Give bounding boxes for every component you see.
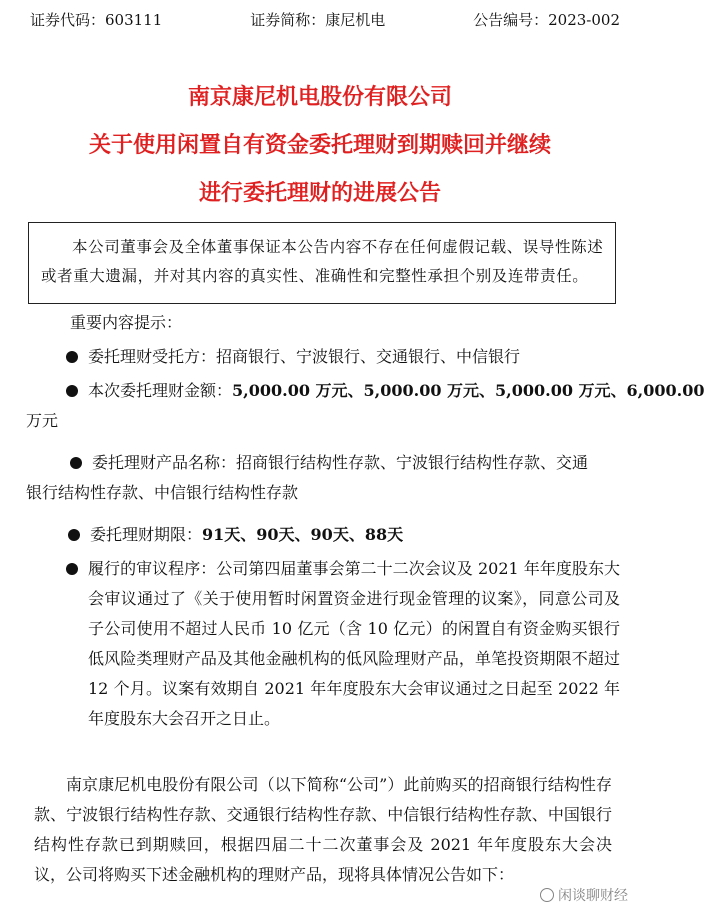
highlight-amount [66, 376, 704, 406]
bullet-icon [66, 385, 78, 397]
highlight-product-name [70, 448, 612, 478]
watermark-text: 闲谈聊财经 [558, 888, 628, 904]
main-content [26, 308, 704, 734]
title-line-2: 关于使用闲置自有资金委托理财到期赎回并继续 [88, 133, 551, 158]
bullet-icon [66, 351, 78, 363]
document-header [30, 10, 620, 30]
bullet-icon [66, 563, 78, 575]
amount-value: 5,000.00 万元、5,000.00 万元、5,000.00 万元、6,000.00 [232, 381, 704, 400]
board-guarantee-notice [28, 222, 616, 304]
announcement-number: 公告编号：2023-002 [473, 11, 620, 29]
body-paragraph: 南京康尼机电股份有限公司（以下简称“公司”）此前购买的招商银行结构性存款、宁波银行结构性存款、交通银行结构性存款、中信银行结构性存款、中国银行结构性存款已到期赎回，根据四届二十二次董事会及 2021 年年度股东大会决议，公司将购买下述金融机构的理财产品，现将具体情况公告如下： [34, 775, 612, 884]
highlight-trustee [66, 342, 612, 372]
term-label: 委托理财期限： [90, 525, 203, 544]
trustee-text: 委托理财受托方：招商银行、宁波银行、交通银行、中信银行 [88, 347, 521, 366]
amount-wrap: 万元 [26, 411, 59, 430]
stock-code: 证券代码：603111 [30, 11, 163, 29]
product-line-2: 银行结构性存款、中信银行结构性存款 [26, 483, 299, 502]
stock-abbreviation: 证券简称：康尼机电 [250, 11, 386, 29]
title-line-3: 进行委托理财的进展公告 [198, 181, 441, 206]
bullet-icon [70, 457, 82, 469]
highlight-term [68, 520, 612, 550]
body-paragraph-block [34, 770, 612, 890]
highlights-heading: 重要内容提示： [70, 313, 183, 332]
company-name: 南京康尼机电股份有限公司 [187, 85, 452, 110]
term-value: 91天、90天、90天、88天 [202, 525, 404, 544]
procedure-text: 履行的审议程序：公司第四届董事会第二十二次会议及 2021 年年度股东大会审议通过了《关于使用暂时闲置资金进行现金管理的议案》，同意公司及子公司使用不超过人民币 10 亿元（含 10 亿元）的闲置自有资金购买银行低风险类理财产品及其他金融机构的低风险理财产品，单笔投资期限不超过 12 个月。议案有效期自 2021 年年度股东大会审议通过之日起至 2022 年年度股东大会召开之日止。 [88, 559, 620, 728]
announcement-title [0, 74, 640, 218]
watermark-logo-icon [540, 888, 554, 902]
amount-label: 本次委托理财金额： [88, 381, 233, 400]
bullet-icon [68, 529, 80, 541]
watermark [540, 885, 628, 905]
notice-text: 本公司董事会及全体董事保证本公告内容不存在任何虚假记载、误导性陈述或者重大遗漏，并对其内容的真实性、准确性和完整性承担个别及连带责任。 [41, 238, 604, 285]
product-line-1: 委托理财产品名称：招商银行结构性存款、宁波银行结构性存款、交通 [92, 453, 589, 472]
highlight-procedure [66, 554, 620, 734]
